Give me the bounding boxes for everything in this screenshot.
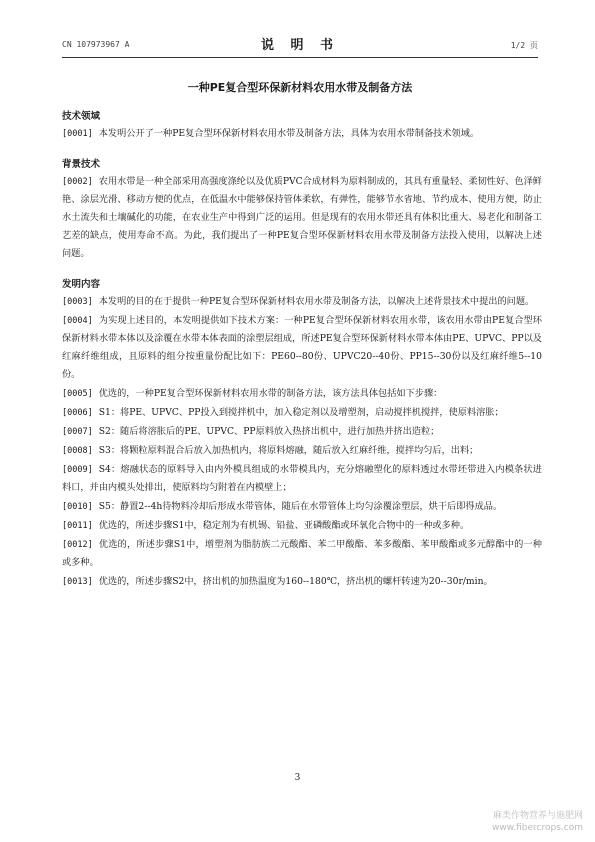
- paragraph-number: [0009]: [62, 465, 93, 475]
- paragraph-number: [0008]: [62, 446, 93, 456]
- paragraph-text: S4：熔融状态的原料导入由内外模具组成的水带模具内，充分熔融塑化的原料透过水带坯带进入内模条状进料口，并由内模头处排出，使原料均匀附着在内模壁上；: [62, 464, 542, 493]
- site-watermark: [492, 810, 583, 834]
- paragraph-number: [0005]: [62, 389, 93, 399]
- paragraph-text: 优选的，一种PE复合型环保新材料农用水带的制备方法，该方法具体包括如下步骤：: [98, 388, 443, 399]
- document-type-title: 说 明 书: [260, 38, 340, 53]
- paragraph-0010: [62, 498, 542, 516]
- watermark-url: www.fibercrops.com: [492, 823, 583, 833]
- paragraph-0003: [62, 293, 542, 311]
- paragraph-0004: [62, 312, 542, 384]
- paragraph-number: [0011]: [62, 521, 93, 531]
- page-indicator: 1/2 页: [510, 41, 538, 50]
- paragraph-number: [0010]: [62, 502, 93, 512]
- section-heading-background: 背景技术: [62, 159, 101, 170]
- paragraph-text: 优选的，所述步骤S2中，挤出机的加热温度为160--180℃，挤出机的螺杆转速为20--30r/min。: [98, 576, 493, 587]
- paragraph-0011: [62, 517, 542, 535]
- paragraph-number: [0007]: [62, 427, 93, 437]
- paragraph-0012: [62, 536, 542, 572]
- paragraph-number: [0012]: [62, 540, 93, 550]
- paragraph-number: [0013]: [62, 577, 93, 587]
- paragraph-text: 优选的，所述步骤S1中，稳定剂为有机锡、铅盐、亚磷酸酯或环氧化合物中的一种或多种。: [98, 520, 470, 531]
- watermark-site-name: 麻类作物营养与施肥网: [492, 811, 583, 821]
- paragraph-0009: [62, 461, 542, 497]
- paragraph-number: [0002]: [62, 177, 93, 187]
- paragraph-text: 为实现上述目的，本发明提供如下技术方案：一种PE复合型环保新材料农用水带，该农用水带由PE复合型环保新材料水带本体以及涂覆在水带本体表面的涂塑层组成，所述PE复合型环保新材料水带本体由PE、UPVC、PP以及红麻纤维组成，且原料的组分按重量份配比如下：PE60--80份、UPVC20--40份、PP15--30份以及红麻纤维5--10份。: [62, 315, 542, 380]
- paragraph-text: 本发明的目的在于提供一种PE复合型环保新材料农用水带及制备方法，以解决上述背景技术中提出的问题。: [98, 296, 535, 307]
- paragraph-0001: [62, 125, 542, 143]
- paragraph-text: 本发明公开了一种PE复合型环保新材料农用水带及制备方法，具体为农用水带制备技术领域。: [98, 128, 480, 139]
- document-body: [62, 108, 542, 592]
- paragraph-0008: [62, 442, 542, 460]
- paragraph-0013: [62, 573, 542, 591]
- section-heading-technical-field: 技术领域: [62, 111, 101, 122]
- paragraph-0002: [62, 173, 542, 263]
- paragraph-0005: [62, 385, 542, 403]
- paragraph-number: [0003]: [62, 297, 93, 307]
- paragraph-text: S3：将颗粒原料混合后放入加热机内，将原料熔融，随后放入红麻纤维，搅拌均匀后，出料；: [98, 445, 479, 456]
- paragraph-text: S1：将PE、UPVC、PP投入到搅拌机中，加入稳定剂以及增塑剂，启动搅拌机搅拌，使原料溶胀；: [98, 407, 504, 418]
- header-divider: [62, 57, 538, 58]
- paragraph-text: S2：随后将溶胀后的PE、UPVC、PP原料放入热挤出机中，进行加热并挤出造粒；: [98, 426, 440, 437]
- section-heading-summary: 发明内容: [62, 279, 101, 290]
- paragraph-text: 农用水带是一种全部采用高强度涤纶以及优质PVC合成材料为原料制成的，其具有重量轻、柔韧性好、色泽鲜艳、涂层光滑、移动方便的优点，在低温水中能够保持管体柔软，有弹性，能够节水省地、节约成本、使用方便，防止水土流失和土壤碱化的功能，在农业生产中得到广泛的运用。但是现有的农用水带还具有体积比重大、易老化和制备工艺差的缺点，使用寿命不高。为此，我们提出了一种PE复合型环保新材料农用水带及制备方法投入使用，以解决上述问题。: [62, 176, 542, 259]
- paragraph-text: S5：静置2--4h待物料冷却后形成水带管体，随后在水带管体上均匀涂覆涂塑层，烘干后即得成品。: [98, 501, 503, 512]
- paragraph-0006: [62, 404, 542, 422]
- paragraph-text: 优选的，所述步骤S1中，增塑剂为脂肪族二元酸酯、苯二甲酸酯、苯多酸酯、苯甲酸酯或多元醇酯中的一种或多种。: [62, 539, 542, 568]
- document-header: [62, 34, 538, 56]
- patent-number: CN 107973967 A: [62, 40, 130, 49]
- paragraph-number: [0001]: [62, 129, 93, 139]
- invention-title: 一种PE复合型环保新材料农用水带及制备方法: [187, 81, 413, 94]
- paragraph-number: [0006]: [62, 408, 93, 418]
- paragraph-0007: [62, 423, 542, 441]
- page-number: 3: [294, 773, 301, 783]
- paragraph-number: [0004]: [62, 316, 93, 326]
